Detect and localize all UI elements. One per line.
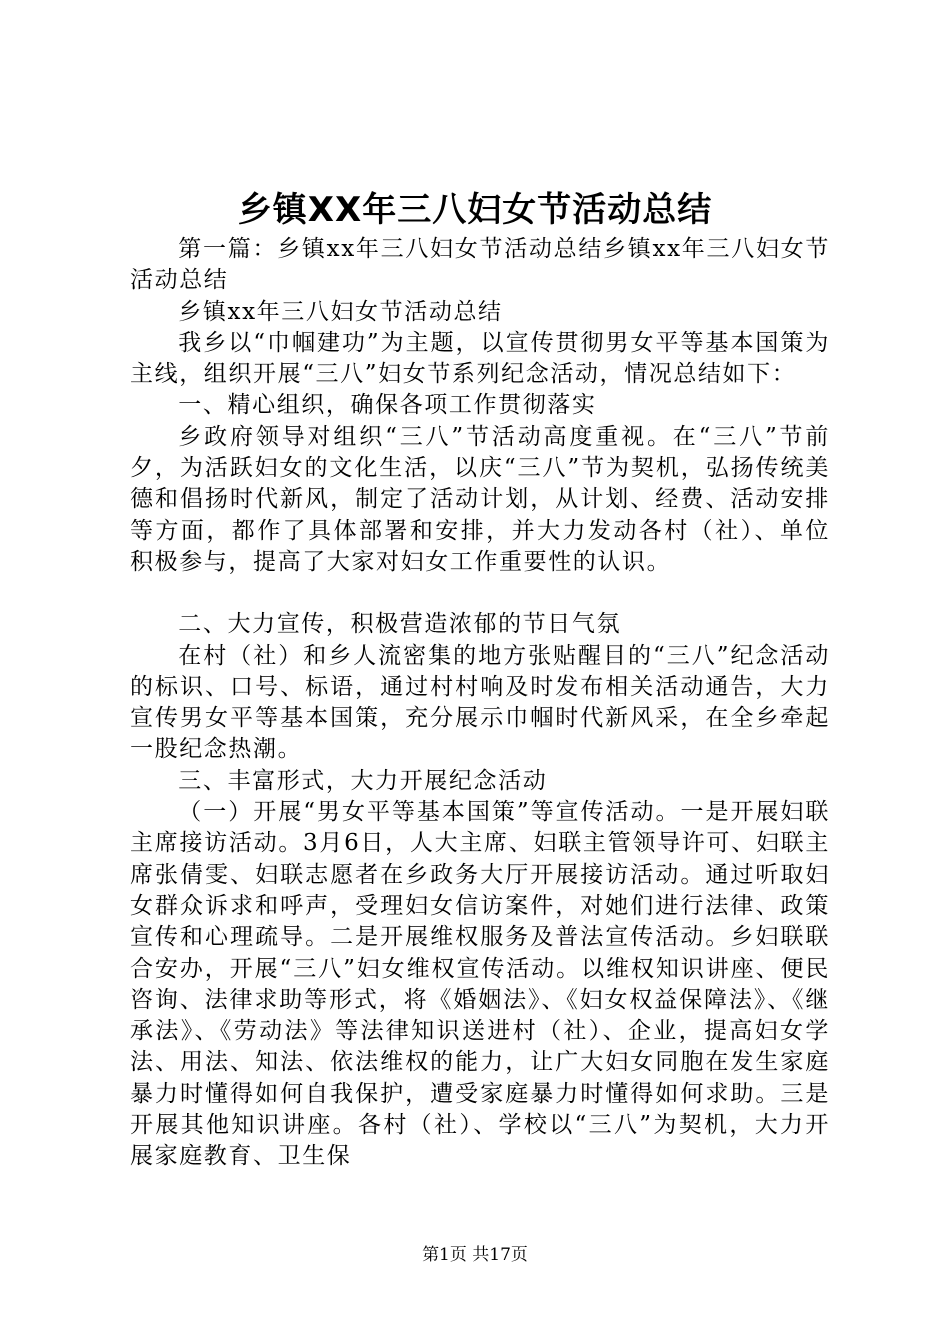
paragraph-summary: 我乡以“巾帼建功”为主题，以宣传贯彻男女平等基本国策为主线，组织开展“三八”妇女节系列纪念活动，情况总结如下： [130,329,830,388]
section-heading-2: 二、大力宣传，积极营造浓郁的节日气氛 [178,611,622,638]
paragraph-subtitle: 乡镇xx年三八妇女节活动总结 [178,298,503,325]
paragraph-intro: 第一篇：乡镇xx年三八妇女节活动总结乡镇xx年三八妇女节活动总结 [130,236,830,294]
page-number-footer: 第1页 共17页 [422,1245,528,1265]
document-title: 乡镇XX年三八妇女节活动总结 [237,190,713,230]
paragraph-section-2: 在村（社）和乡人流密集的地方张贴醒目的“三八”纪念活动的标识、口号、标语，通过村村响及时发布相关活动通告，大力宣传男女平等基本国策，充分展示巾帼时代新风采，在全乡牵起一股纪念热潮。 [130,642,830,763]
section-heading-3: 三、丰富形式，大力开展纪念活动 [178,767,548,794]
paragraph-section-3: （一）开展“男女平等基本国策”等宣传活动。一是开展妇联主席接访活动。3月6日，人大主席、妇联主管领导许可、妇联主席张倩雯、妇联志愿者在乡政务大厅开展接访活动。通过听取妇女群众诉求和呼声，受理妇女信访案件，对她们进行法律、政策宣传和心理疏导。二是开展维权服务及普法宣传活动。乡妇联联合安办，开展“三八”妇女维权宣传活动。以维权知识讲座、便民咨询、法律求助等形式，将《婚姻法》、《妇女权益保障法》、《继承法》、《劳动法》等法律知识送进村（社）、企业，提高妇女学法、用法、知法、依法维权的能力，让广大妇女同胞在发生家庭暴力时懂得如何自我保护，遭受家庭暴力时懂得如何求助。三是开展其他知识讲座。各村（社）、学校以“三八”为契机，大力开展家庭教育、卫生保 [130,799,830,1170]
paragraph-section-1: 乡政府领导对组织“三八”节活动高度重视。在“三八”节前夕，为活跃妇女的文化生活，以庆“三八”节为契机，弘扬传统美德和倡扬时代新风，制定了活动计划，从计划、经费、活动安排等方面，都作了具体部署和安排，并大力发动各村（社）、单位积极参与，提高了大家对妇女工作重要性的认识。 [130,423,830,575]
document-body [130,234,830,1173]
section-heading-1: 一、精心组织，确保各项工作贯彻落实 [178,392,597,419]
